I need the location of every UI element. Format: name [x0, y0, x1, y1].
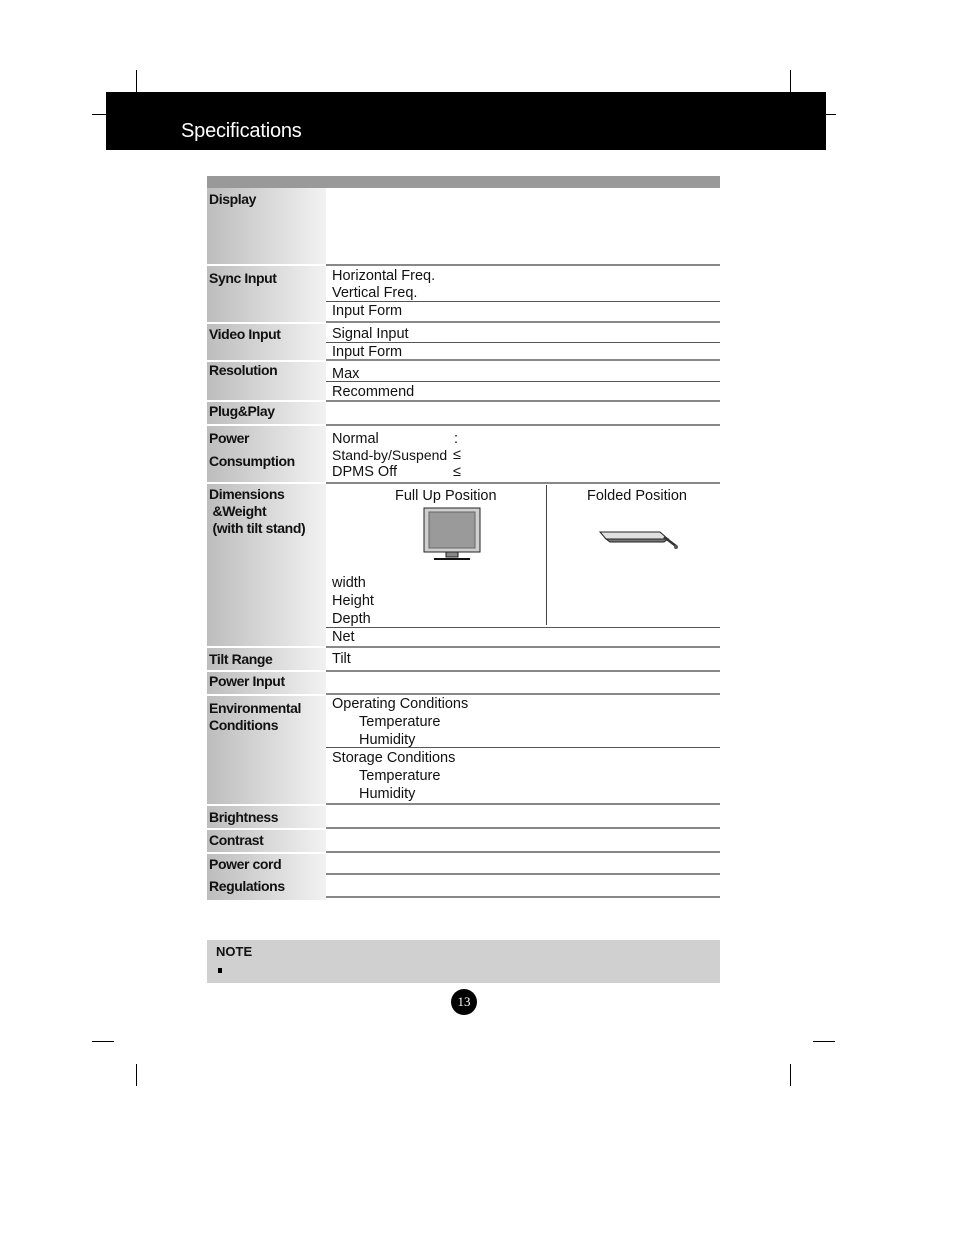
row-separator — [326, 646, 720, 648]
value-operating-humidity: Humidity — [359, 732, 416, 748]
label-video-input-text: Video Input — [209, 326, 281, 342]
label-brightness — [207, 806, 326, 828]
crop-mark — [92, 114, 106, 115]
crop-mark — [136, 70, 137, 92]
folded-position-label: Folded Position — [587, 488, 687, 504]
note-bullet-icon — [218, 968, 222, 973]
row-separator — [326, 670, 720, 672]
value-signal-input: Signal Input — [332, 326, 409, 342]
row-separator — [326, 896, 720, 898]
value-horizontal-freq: Horizontal Freq. — [332, 268, 436, 284]
label-tilt-range-text: Tilt Range — [209, 651, 273, 667]
label-power-input-text: Power Input — [209, 673, 285, 689]
label-power-consumption-text: Power Consumption — [209, 430, 295, 469]
monitor-folded-icon — [598, 529, 680, 553]
label-plug-play — [207, 402, 326, 424]
crop-mark — [136, 1064, 137, 1086]
value-vertical-freq: Vertical Freq. — [332, 285, 418, 301]
label-display — [207, 188, 326, 264]
value-normal: Normal — [332, 431, 379, 447]
label-display-text: Display — [209, 191, 256, 207]
row-separator — [326, 851, 720, 853]
header-bar — [106, 92, 826, 150]
label-power-consumption — [207, 426, 326, 482]
label-regulations-text: Regulations — [209, 878, 285, 894]
label-power-cord — [207, 854, 326, 876]
label-contrast-text: Contrast — [209, 832, 264, 848]
table-top-bar — [207, 176, 720, 188]
full-up-position-label: Full Up Position — [395, 488, 497, 504]
value-height: Height — [332, 593, 374, 609]
value-operating-temperature: Temperature — [359, 714, 441, 730]
label-contrast — [207, 830, 326, 852]
note-title: NOTE — [216, 944, 253, 959]
label-tilt-range — [207, 648, 326, 670]
value-depth: Depth — [332, 611, 371, 627]
spec-table — [207, 176, 720, 900]
value-net: Net — [332, 629, 355, 645]
value-storage-humidity: Humidity — [359, 786, 416, 802]
crop-mark — [790, 1064, 791, 1086]
row-separator — [326, 321, 720, 323]
label-brightness-text: Brightness — [209, 809, 279, 825]
row-separator — [326, 482, 720, 484]
label-dimensions — [207, 484, 326, 646]
value-sync-input-form: Input Form — [332, 303, 403, 319]
label-power-cord-text: Power cord — [209, 856, 282, 872]
value-storage-conditions: Storage Conditions — [332, 750, 456, 766]
label-environmental — [207, 696, 326, 804]
value-dpms-off: DPMS Off — [332, 464, 397, 480]
value-storage-temperature: Temperature — [359, 768, 441, 784]
sub-separator — [326, 627, 720, 628]
value-standby-suspend: Stand-by/Suspend — [332, 447, 448, 463]
note-box — [207, 940, 720, 983]
crop-mark — [813, 1041, 835, 1042]
crop-mark — [826, 114, 836, 115]
sub-separator — [326, 381, 720, 382]
label-regulations — [207, 876, 326, 900]
row-separator — [326, 803, 720, 805]
row-separator — [326, 827, 720, 829]
symbol-standby: ≤ — [453, 447, 461, 463]
row-separator — [326, 264, 720, 266]
label-dimensions-text: Dimensions &Weight (with tilt stand) — [209, 486, 306, 536]
label-resolution-text: Resolution — [209, 362, 278, 378]
page-number: 13 — [451, 989, 477, 1015]
label-sync-input — [207, 266, 326, 322]
value-width: width — [332, 575, 366, 591]
row-separator — [326, 424, 720, 426]
crop-mark — [790, 70, 791, 92]
page-title: Specifications — [181, 120, 302, 142]
value-video-input-form: Input Form — [332, 344, 403, 360]
symbol-normal: : — [454, 431, 459, 447]
value-operating-conditions: Operating Conditions — [332, 696, 469, 712]
value-max: Max — [332, 366, 360, 382]
label-resolution — [207, 362, 326, 400]
row-separator — [326, 873, 720, 875]
label-sync-input-text: Sync Input — [209, 270, 277, 286]
label-plug-play-text: Plug&Play — [209, 403, 275, 419]
label-video-input — [207, 324, 326, 360]
label-environmental-text: Environmental Conditions — [209, 700, 302, 733]
value-tilt: Tilt — [332, 651, 351, 667]
value-recommend: Recommend — [332, 384, 415, 400]
crop-mark — [92, 1041, 114, 1042]
label-power-input — [207, 672, 326, 694]
dimensions-column-divider — [546, 485, 547, 625]
symbol-dpms: ≤ — [453, 464, 461, 480]
monitor-full-up-icon — [420, 506, 484, 562]
